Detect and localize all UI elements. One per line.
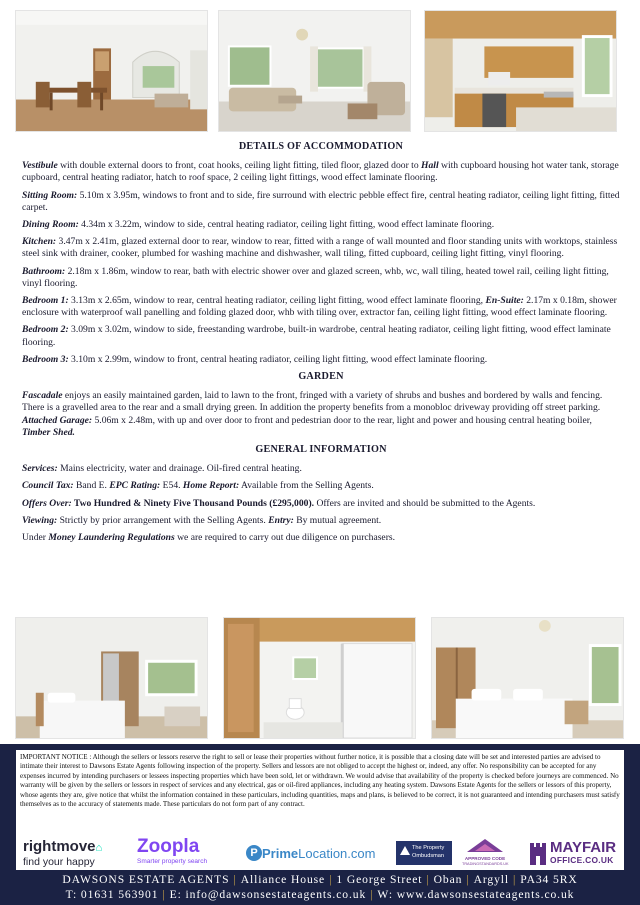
bedroom-1-paragraph [22,295,620,319]
mayfair-office-logo[interactable] [529,840,619,866]
approved-line2: TRADINGSTANDARDS.UK [462,862,509,866]
approved-code-icon [465,838,505,856]
sitting-room-text: 5.10m x 3.95m, windows to front and to side, fire surround with electric pebble effect fire, central heating radiator, ceiling light fitting, fitted carpet. [22,189,620,213]
hall-text: with cupboard housing hot water tank, storage cupboard, central heating radiator, hatch to roof space, 2 ceiling light fittings, wood effect laminate flooring. [22,160,619,184]
address-street: 1 George Street [336,873,423,886]
important-notice: IMPORTANT NOTICE : Although the sellers or lessors reserve the right to sell or lease their properties without further notice, it is possible that a closing date will be set and interested parties are advised to intimate their interest to Dawsons Estate Agents following inspection of the property. Sellers and lessors are not obliged to accept the highest or, indeed, any offer. No responsibility can be accepted for any expenses incurred by intending purchasers or lessees inspecting properties which have been sold, let or withdrawn. We would advise that availability of the property is checked before journeys are commenced. No warranty will be given by the sellers or lessors in respect of services and any electrical, gas or oil-fired appliances, including any heating system. Dawsons Estate Agents for the sellers or lessors of this property, whose agents they are, give notice that whilst the information contained in these particulars, including quantities, maps and plans, is believed to be correct, it is not guaranteed and intending purchasers must satisfy themselves as to the accuracy of statements made. These particulars do not form part of any contract. [20,753,620,809]
kitchen-text: 3.47m x 2.41m, glazed external door to rear, window to rear, fitted with a range of wall mounted and floor standing units with worktops, stainless steel sink with drainer, cooker, plumbed for washing machine and dishwasher, wall tiling, fitted cupboard, ceiling light fitting, vinyl flooring. [22,236,618,260]
bedroom-2-label: Bedroom 2: [22,324,69,336]
zoopla-tagline: Smarter property search [137,858,208,865]
epc-value: E54. [160,480,183,492]
entry-label: Entry: [268,514,294,526]
viewing-paragraph [22,515,620,527]
garden-heading: GARDEN [298,371,344,383]
primelocation-prime: Prime [262,845,299,861]
kitchen-photo [424,10,617,132]
rightmove-logo[interactable] [23,839,123,869]
house-icon: ⌂ [95,842,103,854]
vestibule-text: with double external doors to front, coat hooks, ceiling light fitting, tiled floor, glazed door to [57,160,422,172]
agent-name: DAWSONS ESTATE AGENTS [62,873,230,886]
agent-address [0,872,640,902]
dining-room-text: 4.34m x 3.22m, window to side, central heating radiator, ceiling light fitting, wood effect laminate flooring. [78,219,495,231]
footer [0,744,640,905]
garage-label: Attached Garage: [22,414,93,426]
zoopla-logo[interactable] [137,837,227,869]
services-label: Services: [22,463,58,475]
en-suite-photo [223,617,416,739]
bedroom-1-label: Bedroom 1: [22,295,69,307]
dining-room-photo [15,10,208,132]
bathroom-label: Bathroom: [22,265,66,277]
address-county: Argyll [473,873,510,886]
bedroom-3-text: 3.10m x 2.99m, window to front, central heating radiator, ceiling light fitting, wood effect laminate flooring. [68,353,488,365]
vestibule-paragraph [22,160,620,184]
bedroom-3-label: Bedroom 3: [22,353,69,365]
bedroom-1-photo [15,617,208,739]
entry-value: By mutual agreement. [293,514,382,526]
mayfair-wordmark: MAYFAIR [550,839,617,856]
sitting-room-label: Sitting Room: [22,189,78,201]
council-tax-paragraph [22,480,620,492]
approved-code-logo[interactable] [462,838,508,868]
primelocation-logo[interactable] [246,844,376,864]
zoopla-wordmark: Zoopla [137,836,200,857]
accommodation-heading: DETAILS OF ACCOMMODATION [238,141,404,152]
primelocation-com: .com [347,845,376,861]
viewing-value: Strictly by prior arrangement with the Selling Agents. [57,514,269,526]
bedroom-1-text: 3.13m x 2.65m, window to rear, central heating radiator, ceiling light fitting, wood effect laminate flooring, [68,295,486,307]
rightmove-tagline: find your happy [23,856,95,868]
property-ombudsman-logo[interactable] [396,841,452,865]
hall-label: Hall [421,160,439,172]
aml-post: we are required to carry out due diligence on purchasers. [174,532,396,544]
primelocation-location: Location [298,845,348,861]
rightmove-wordmark: rightmove [23,838,96,855]
phone-link[interactable]: T: 01631 563901 [65,888,159,901]
epc-label: EPC Rating: [109,480,161,492]
services-text: Mains electricity, water and drainage. Oil-fired central heating. [57,463,302,475]
garage-text: 5.06m x 2.48m, with up and over door to front and pedestrian door to the rear, light and power and housing central heating boiler, [92,414,592,426]
shed-label: Timber Shed. [22,426,75,438]
castle-icon [529,841,547,865]
vestibule-label: Vestibule [22,160,58,172]
general-heading: GENERAL INFORMATION [255,444,387,456]
ombudsman-line1: The Property [412,845,445,851]
dining-room-label: Dining Room: [22,219,79,231]
bedroom-3-photo [431,617,624,739]
property-name: Fascadale [22,390,63,402]
garden-paragraph [22,390,620,439]
kitchen-label: Kitchen: [22,236,57,248]
council-tax-label: Council Tax: [22,480,74,492]
sitting-room-paragraph [22,190,620,214]
aml-label: Money Laundering Regulations [48,532,175,544]
services-paragraph [22,463,620,475]
mayfair-domain: OFFICE.CO.UK [550,855,614,865]
offers-value: Two Hundred & Ninety Five Thousand Pounds (£295,000). [71,497,315,509]
bedroom-3-paragraph [22,354,620,366]
en-suite-text: 2.17m x 0.18m, shower enclosure with waterproof wall panelling and folding glazed door, whb with tiling over, extractor fan, ceiling light fitting, wood effect laminate flooring. [22,295,617,319]
ombudsman-icon [400,846,410,855]
aml-paragraph [22,532,620,544]
viewing-label: Viewing: [22,514,58,526]
home-report-label: Home Report: [182,480,240,492]
home-report-value: Available from the Selling Agents. [239,480,374,492]
offers-note: Offers are invited and should be submitted to the Agents. [314,497,536,509]
contact-line: T: 01631 563901 | E: info@dawsonsestateagents.co.uk | W: www.dawsonsestateagents.co.uk [65,888,575,901]
council-tax-value: Band E. [73,480,110,492]
approved-line1: APPROVED CODE [464,856,506,861]
bedroom-2-paragraph [22,324,620,348]
bedroom-2-text: 3.09m x 3.02m, window to side, freestanding wardrobe, built-in wardrobe, central heating radiator, ceiling light fitting, wood effect laminate flooring. [22,324,611,348]
bathroom-text: 2.18m x 1.86m, window to rear, bath with electric shower over and glazed screen, whb, wc, wall tiling, heated towel rail, ceiling light fitting, vinyl flooring. [22,265,609,289]
en-suite-label: En-Suite: [485,295,524,307]
address-town: Oban [433,873,463,886]
aml-pre: Under [22,532,49,544]
email-link[interactable]: E: info@dawsonsestateagents.co.uk [169,888,367,901]
website-link[interactable]: W: www.dawsonsestateagents.co.uk [377,888,575,901]
address-building: Alliance House [240,873,326,886]
details-content [22,139,620,549]
garden-text: enjoys an easily maintained garden, laid to lawn to the front, fringed with a variety of shrubs and bushes and bordered by walls and fencing. There is a gravelled area to the rear and a small drying green. In addition the property benefits from a monobloc driveway providing off street parking. [22,390,603,414]
ombudsman-line2: Ombudsman [412,853,445,859]
offers-label: Offers Over: [22,497,72,509]
address-line: DAWSONS ESTATE AGENTS | Alliance House | 1 George Street | Oban | Argyll | PA34 5RX [62,873,578,886]
offers-paragraph [22,498,620,510]
kitchen-paragraph [22,236,620,260]
sitting-room-photo [218,10,411,132]
primelocation-p-icon: P [246,845,262,861]
notice-panel [16,750,624,870]
dining-room-paragraph [22,219,620,231]
bathroom-paragraph [22,266,620,290]
address-postcode: PA34 5RX [520,873,578,886]
